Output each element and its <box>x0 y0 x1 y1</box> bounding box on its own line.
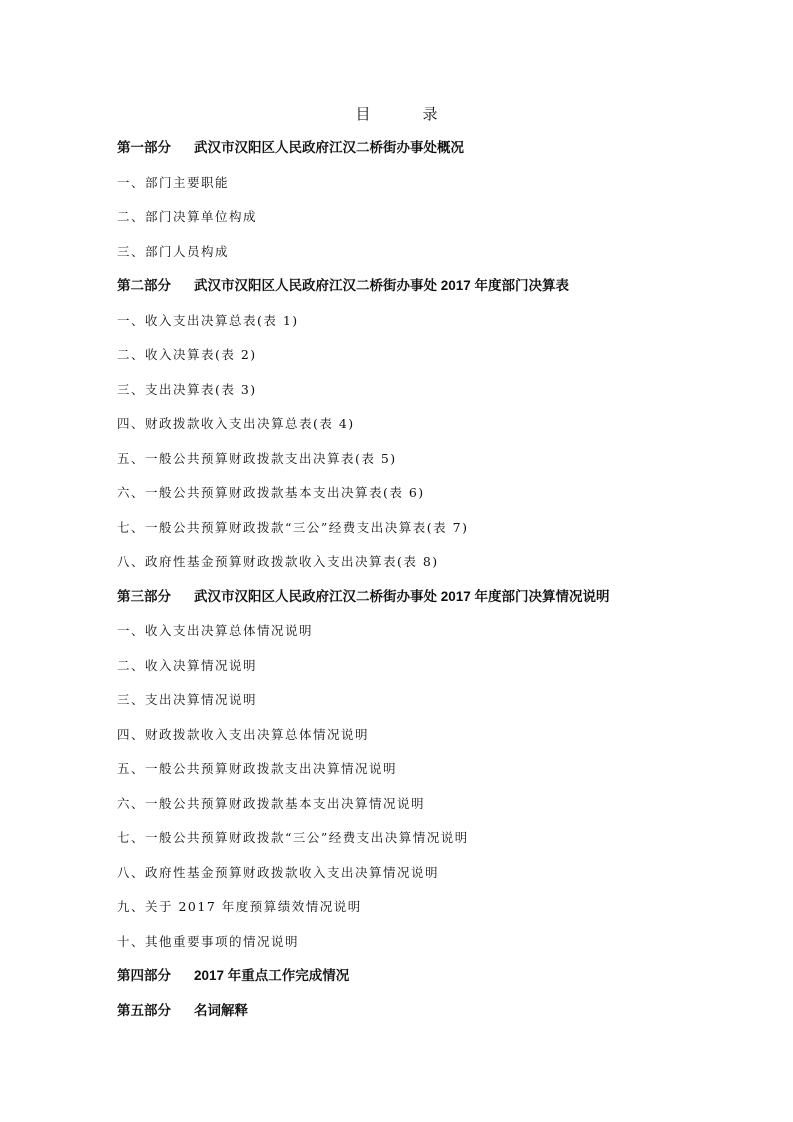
toc-title-char-2: 录 <box>422 105 438 123</box>
toc-item-text: 八、政府性基金预算财政拨款收入支出决算情况说明 <box>117 864 440 880</box>
toc-item <box>117 932 737 967</box>
toc-item <box>117 863 737 898</box>
table-of-contents <box>117 138 737 1035</box>
toc-item-text: 三、支出决算情况说明 <box>117 692 258 707</box>
toc-part-label: 第三部分 <box>117 588 171 604</box>
toc-title-char-1: 目 <box>355 105 371 123</box>
toc-part-label: 第二部分 <box>117 278 171 293</box>
toc-part-heading <box>117 138 737 173</box>
toc-part-title: 2017 年重点工作完成情况 <box>194 968 350 983</box>
toc-part-title: 武汉市汉阳区人民政府江汉二桥街办事处 2017 年度部门决算情况说明 <box>194 588 610 604</box>
toc-item <box>117 242 737 277</box>
toc-item-text: 九、关于 2017 年度预算绩效情况说明 <box>117 899 362 914</box>
toc-item <box>117 656 737 691</box>
toc-item <box>117 345 737 380</box>
toc-part-heading <box>117 1001 737 1036</box>
toc-item-text: 二、收入决算情况说明 <box>117 657 258 673</box>
toc-part-label: 第一部分 <box>117 140 171 155</box>
toc-part-heading <box>117 276 737 311</box>
toc-item <box>117 483 737 518</box>
toc-item-text: 五、一般公共预算财政拨款支出决算情况说明 <box>117 761 398 776</box>
toc-item-text: 七、一般公共预算财政拨款“三公”经费支出决算表(表 7) <box>117 519 469 535</box>
toc-item-text: 六、一般公共预算财政拨款基本支出决算情况说明 <box>117 795 426 811</box>
toc-item <box>117 552 737 587</box>
toc-item <box>117 621 737 656</box>
toc-item <box>117 725 737 760</box>
toc-item-text: 一、收入支出决算总表(表 1) <box>117 312 299 328</box>
toc-item <box>117 311 737 346</box>
toc-item <box>117 759 737 794</box>
toc-part-heading <box>117 966 737 1001</box>
toc-item <box>117 897 737 932</box>
toc-item-text: 三、部门人员构成 <box>117 243 230 259</box>
toc-item <box>117 380 737 415</box>
toc-item-text: 一、部门主要职能 <box>117 174 230 190</box>
toc-item-text: 六、一般公共预算财政拨款基本支出决算表(表 6) <box>117 485 425 500</box>
toc-item <box>117 173 737 208</box>
toc-item <box>117 794 737 829</box>
toc-item-text: 三、支出决算表(表 3) <box>117 381 257 397</box>
toc-item-text: 五、一般公共预算财政拨款支出决算表(表 5) <box>117 450 397 466</box>
toc-item-text: 二、部门决算单位构成 <box>117 209 258 224</box>
toc-part-label: 第五部分 <box>117 1002 171 1018</box>
toc-item-text: 四、财政拨款收入支出决算总表(表 4) <box>117 416 355 431</box>
toc-item-text: 十、其他重要事项的情况说明 <box>117 933 300 949</box>
toc-item-text: 四、财政拨款收入支出决算总体情况说明 <box>117 726 370 742</box>
toc-item <box>117 518 737 553</box>
toc-item <box>117 207 737 242</box>
toc-item-text: 七、一般公共预算财政拨款“三公”经费支出决算情况说明 <box>117 830 469 845</box>
toc-item <box>117 828 737 863</box>
toc-part-title: 武汉市汉阳区人民政府江汉二桥街办事处 2017 年度部门决算表 <box>194 278 570 293</box>
toc-part-label: 第四部分 <box>117 968 171 983</box>
toc-item <box>117 414 737 449</box>
toc-part-heading <box>117 587 737 622</box>
toc-item <box>117 449 737 484</box>
toc-item <box>117 690 737 725</box>
toc-item-text: 一、收入支出决算总体情况说明 <box>117 623 314 638</box>
toc-item-text: 二、收入决算表(表 2) <box>117 347 257 362</box>
toc-part-title: 武汉市汉阳区人民政府江汉二桥街办事处概况 <box>194 140 464 155</box>
toc-item-text: 八、政府性基金预算财政拨款收入支出决算表(表 8) <box>117 554 439 569</box>
toc-title <box>0 103 793 124</box>
toc-part-title: 名词解释 <box>194 1002 248 1018</box>
